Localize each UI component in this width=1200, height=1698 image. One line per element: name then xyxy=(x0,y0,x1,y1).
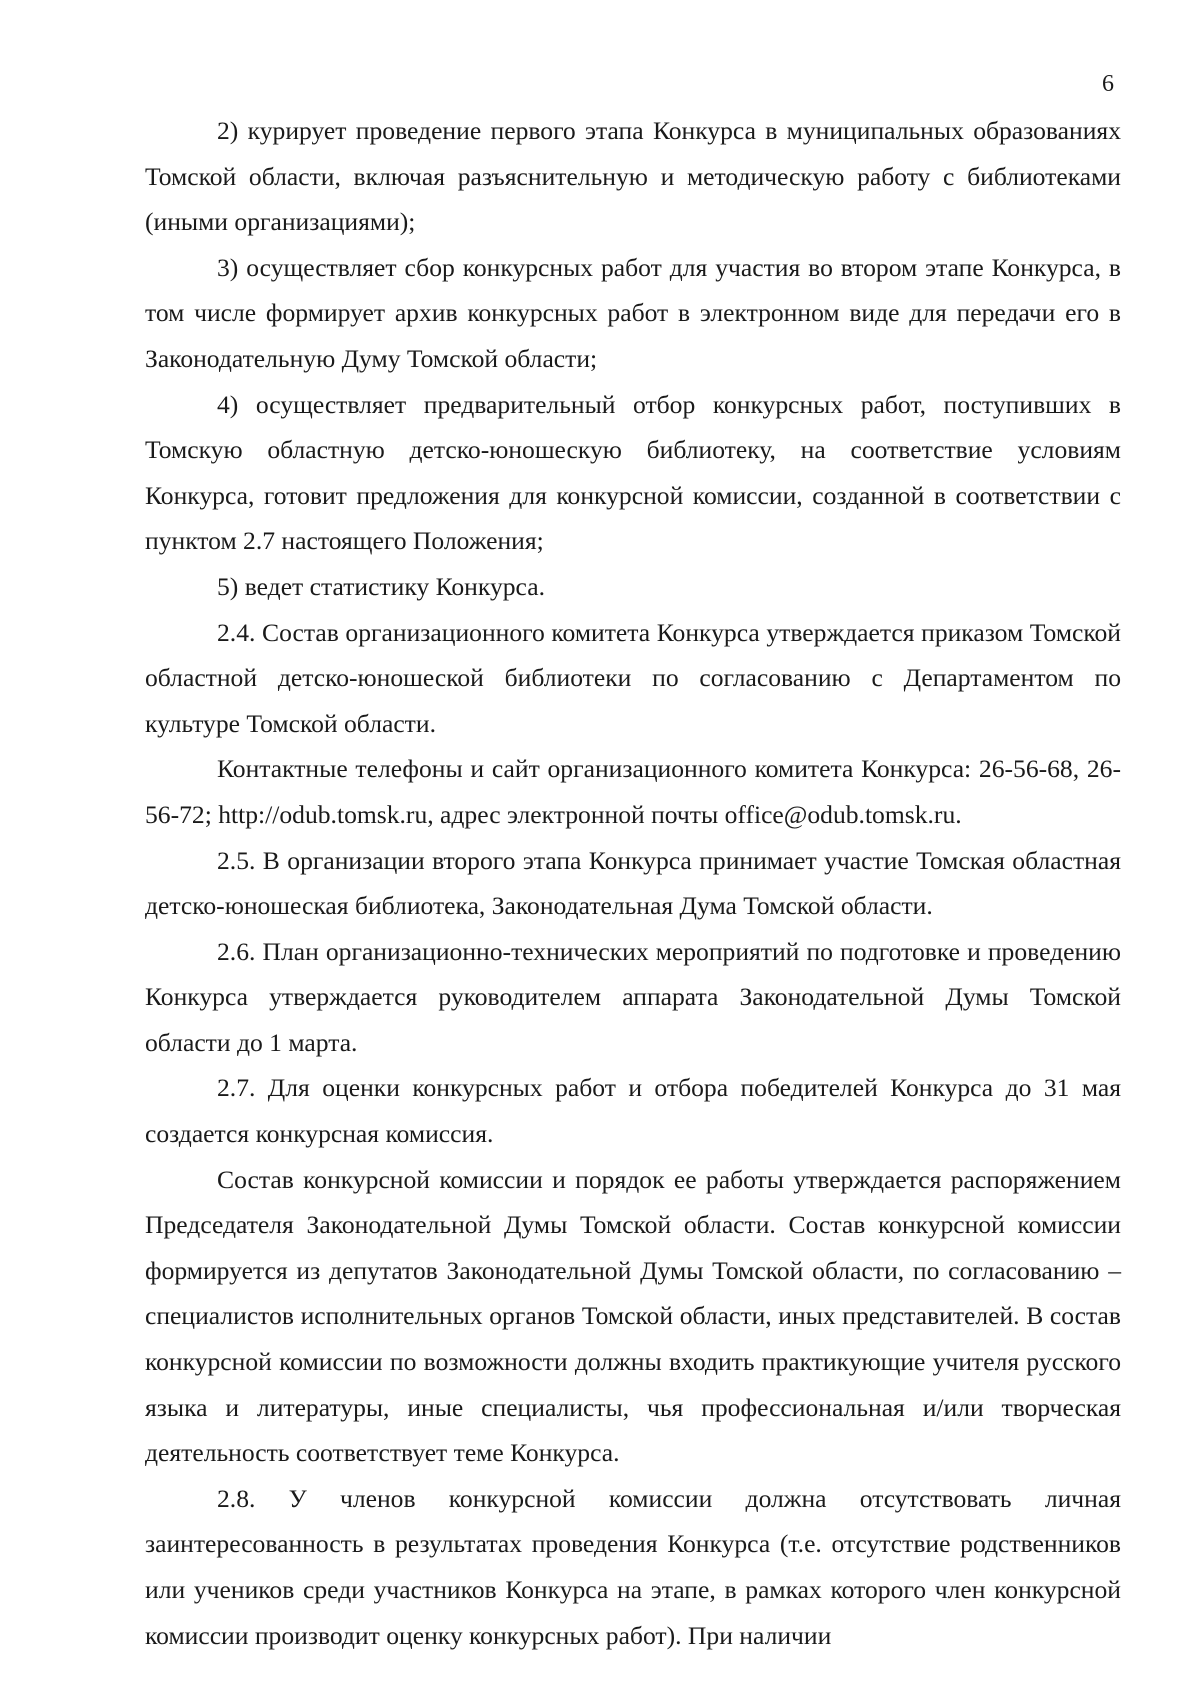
paragraph-item-3: 3) осуществляет сбор конкурсных работ для участия во втором этапе Конкурса, в том числе формирует архив конкурсных работ в электронном виде для передачи его в Законодательную Думу Томской области; xyxy=(145,252,1121,373)
paragraph-commission-composition: Состав конкурсной комиссии и порядок ее работы утверждается распоряжением Председателя Законодательной Думы Томской области. Состав конкурсной комиссии формируется из депутатов Законодательной Думы Томской области, по согласованию – специалистов исполнительных органов Томской области, иных представителей. В состав конкурсной комиссии по возможности должны входить практикующие учителя русского языка и литературы, иные специалисты, чья профессиональная и/или творческая деятельность соответствует теме Конкурса. xyxy=(145,1164,1121,1468)
paragraph-2-5: 2.5. В организации второго этапа Конкурса принимает участие Томская областная детско-юношеская библиотека, Законодательная Дума Томской области. xyxy=(145,845,1121,921)
paragraph-2-6: 2.6. План организационно-технических мероприятий по подготовке и проведению Конкурса утверждается руководителем аппарата Законодательной Думы Томской области до 1 марта. xyxy=(145,936,1121,1057)
paragraph-item-2: 2) курирует проведение первого этапа Конкурса в муниципальных образованиях Томской области, включая разъяснительную и методическую работу с библиотеками (иными организациями); xyxy=(145,116,1121,237)
paragraph-2-8: 2.8. У членов конкурсной комиссии должна отсутствовать личная заинтересованность в результатах проведения Конкурса (т.е. отсутствие родственников или учеников среди участников Конкурса на этапе, в рамках которого член конкурсной комиссии производит оценку конкурсных работ). При наличии xyxy=(145,1483,1121,1650)
paragraph-2-7: 2.7. Для оценки конкурсных работ и отбора победителей Конкурса до 31 мая создается конкурсная комиссия. xyxy=(145,1073,1121,1149)
paragraph-item-4: 4) осуществляет предварительный отбор конкурсных работ, поступивших в Томскую областную детско-юношескую библиотеку, на соответствие условиям Конкурса, готовит предложения для конкурсной комиссии, созданной в соответствии с пунктом 2.7 настоящего Положения; xyxy=(145,389,1121,556)
page-number: 6 xyxy=(1102,71,1114,97)
paragraph-contacts: Контактные телефоны и сайт организационного комитета Конкурса: 26-56-68, 26-56-72; http://odub.tomsk.ru, адрес электронной почты office@odub.tomsk.ru. xyxy=(145,754,1121,829)
paragraph-item-5: 5) ведет статистику Конкурса. xyxy=(217,571,545,601)
paragraph-2-4: 2.4. Состав организационного комитета Конкурса утверждается приказом Томской областной детско-юношеской библиотеки по согласованию с Департаментом по культуре Томской области. xyxy=(145,617,1121,738)
document-body xyxy=(145,108,1121,1658)
